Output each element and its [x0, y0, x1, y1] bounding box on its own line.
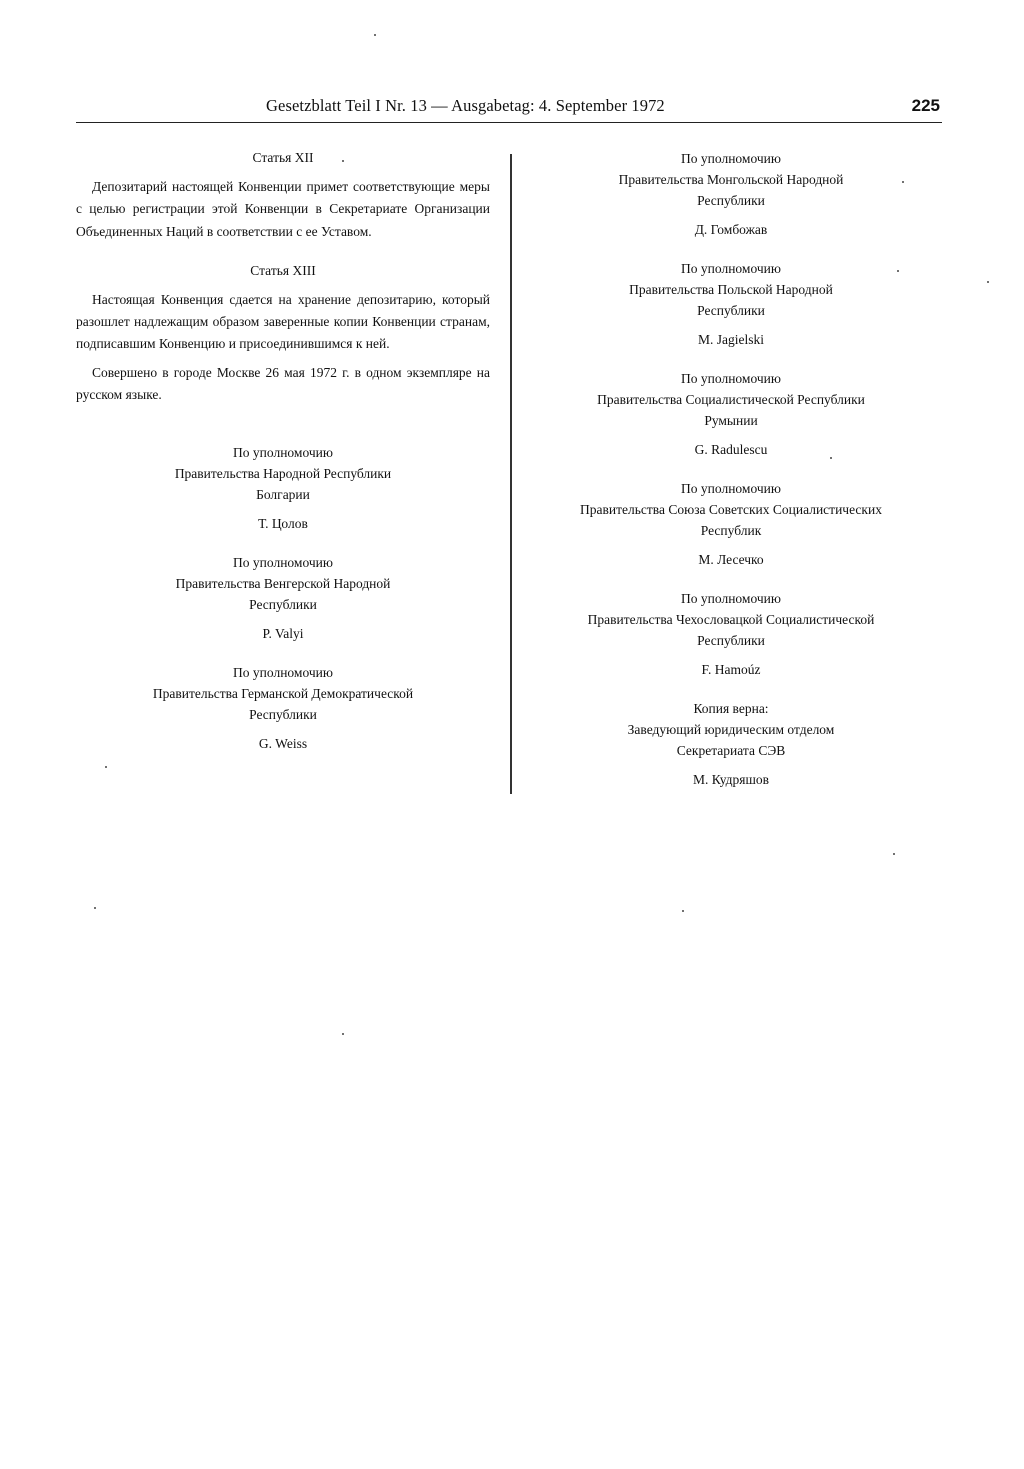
signature-country: Республики: [249, 597, 317, 613]
signatory-name: P. Valyi: [262, 626, 304, 642]
article-13: [76, 261, 490, 356]
signature-gdr: [76, 662, 490, 754]
signature-country: Республики: [697, 303, 765, 318]
article-12-heading: Статья XII: [252, 150, 314, 165]
article-13-heading: Статья XIII: [250, 262, 316, 278]
signatory-name: М. Лесечко: [698, 552, 764, 567]
certification-title: Заведующий юридическим отделом: [627, 722, 835, 737]
signature-romania: [530, 368, 932, 460]
header-title: Gesetzblatt Teil I Nr. 13 — Ausgabetag: 4. September 1972: [266, 96, 665, 115]
signature-government: Правительства Венгерской Народной: [175, 576, 391, 592]
article-12: [76, 148, 490, 243]
signatory-name: M. Jagielski: [698, 332, 764, 347]
signature-authority: По уполномочию: [681, 371, 781, 386]
done-at-text: Совершено в городе Москве 26 мая 1972 г. в одном экземпляре на русском языке.: [76, 364, 490, 403]
signature-ussr: [530, 478, 932, 570]
signature-country: Румынии: [704, 413, 758, 428]
signature-country: Республик: [700, 523, 762, 538]
signature-government: Правительства Социалистической Республики: [597, 392, 865, 407]
signature-authority: По уполномочию: [681, 481, 781, 496]
signature-poland: [530, 258, 932, 350]
signature-authority: По уполномочию: [681, 151, 781, 166]
signature-authority: По уполномочию: [681, 261, 781, 276]
column-divider: [510, 154, 512, 794]
left-column: [76, 148, 490, 754]
certifier-name: М. Кудряшов: [693, 772, 769, 787]
signature-hungary: [76, 552, 490, 644]
signature-country: Болгарии: [256, 487, 310, 503]
signature-government: Правительства Польской Народной: [629, 282, 833, 297]
certification-office: Секретариата СЭВ: [676, 743, 786, 758]
signature-government: Правительства Чехословацкой Социалистической: [587, 612, 875, 627]
page-header: [76, 94, 942, 123]
signatory-name: Т. Цолов: [258, 516, 308, 532]
signature-government: Правительства Народной Республики: [174, 466, 392, 482]
signature-government: Правительства Монгольской Народной: [618, 172, 844, 187]
signature-bulgaria: [76, 442, 490, 534]
signature-authority: По уполномочию: [233, 445, 333, 461]
signatory-name: G. Weiss: [258, 736, 308, 752]
page-number: 225: [911, 96, 940, 115]
certification-label: Копия верна:: [693, 701, 769, 716]
signature-mongolia: [530, 148, 932, 240]
article-13-text: Настоящая Конвенция сдается на хранение депозитарию, который разошлет надлежащим образом заверенные копии Конвенции странам, подписавшим Конвенцию и присоединившимся к ней.: [76, 291, 490, 352]
signature-government: Правительства Союза Советских Социалистических: [580, 502, 882, 517]
signature-authority: По уполномочию: [233, 555, 333, 571]
signature-country: Республики: [697, 633, 765, 648]
signature-country: Республики: [697, 193, 765, 208]
article-12-text: Депозитарий настоящей Конвенции примет соответствующие меры с целью регистрации этой Конвенции в Секретариате Организации Объединенных Наций в соответствии с ее Уставом.: [76, 179, 490, 239]
signatory-name: F. Hamoúz: [701, 662, 761, 677]
signatory-name: Д. Гомбожав: [694, 222, 768, 237]
signature-country: Республики: [249, 707, 317, 723]
signatory-name: G. Radulescu: [694, 442, 768, 457]
certification-block: [530, 698, 932, 790]
signature-czechoslovakia: [530, 588, 932, 680]
right-column: [530, 148, 932, 790]
signature-authority: По уполномочию: [681, 591, 781, 606]
signature-government: Правительства Германской Демократической: [152, 686, 414, 702]
signature-authority: По уполномочию: [233, 665, 333, 681]
